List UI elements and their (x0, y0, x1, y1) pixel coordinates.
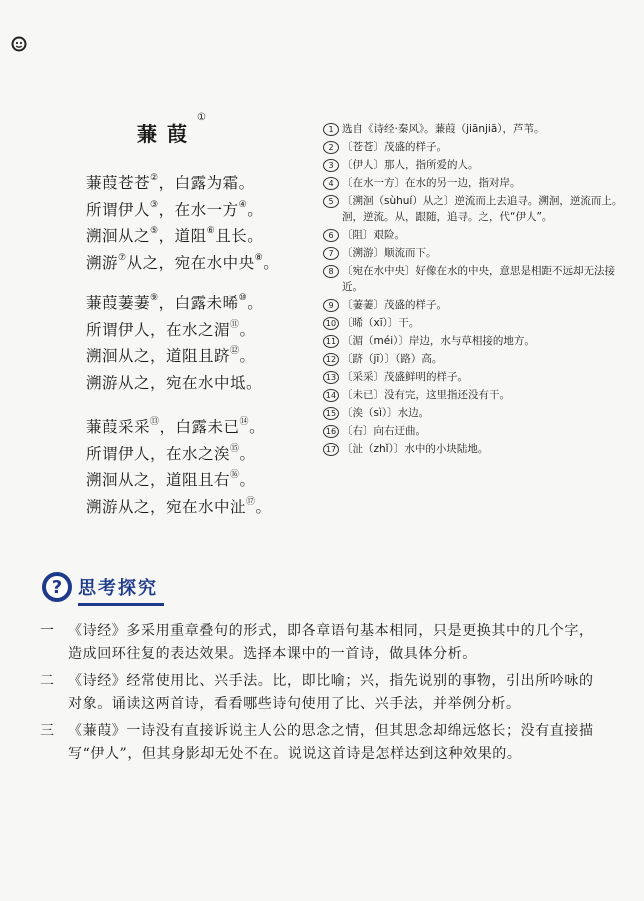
question-number: 三 (40, 723, 54, 739)
annotation-text: 〔采采〕茂盛鲜明的样子。 (342, 371, 468, 383)
annotation-text: 〔溯洄（sùhuí）从之〕逆流而上去追寻。溯洄，逆流而上。洄，逆流。从，跟随，追寻。之，代“伊人”。 (342, 195, 623, 223)
annotation-text: 〔苍苍〕茂盛的样子。 (342, 141, 447, 153)
annotation-item (323, 387, 635, 403)
question-icon: ? (42, 572, 72, 602)
annotation-item (323, 351, 635, 367)
question-text: 《蒹葭》一诗没有直接诉说主人公的思念之情，但其思念却绵远悠长；没有直接描写“伊人”，但其身影却无处不在。说说这首诗是怎样达到这种效果的。 (68, 723, 594, 762)
poem-line: 蒹葭采采⑬，白露未已⑭。 (86, 417, 266, 436)
annotation-item (323, 157, 635, 173)
annotation-number: 9 (323, 299, 339, 312)
annotation-item (323, 405, 635, 421)
annotation-number: 7 (323, 247, 339, 260)
poem-line: 所谓伊人，在水之涘⑮。 (86, 443, 256, 463)
annotation-item (323, 369, 635, 385)
stanza-3 (86, 414, 272, 520)
annotation-item (323, 315, 635, 331)
annotation-text: 〔湄（méi）〕岸边，水与草相接的地方。 (342, 335, 535, 347)
annotation-item (323, 263, 635, 295)
annotation-text: 〔右〕向右迂曲。 (342, 425, 426, 437)
poem-line: 溯游从之，宛在水中坻。 (86, 373, 263, 392)
annotation-number: 1 (323, 123, 339, 136)
poem-line: 溯游⑦从之，宛在水中央⑧。 (86, 252, 280, 272)
annotation-number: 10 (323, 317, 339, 330)
annotation-item (323, 245, 635, 261)
poem-line: 溯洄从之，道阻且跻⑫。 (86, 346, 256, 365)
poem-line: 所谓伊人，在水之湄⑪。 (86, 319, 256, 339)
annotation-number: 3 (323, 159, 339, 172)
annotation-text: 〔沚（zhǐ）〕水中的小块陆地。 (342, 443, 489, 455)
annotation-list (323, 121, 635, 459)
annotation-number: 4 (323, 177, 339, 190)
annotation-text: 〔涘（sì）〕水边。 (342, 407, 430, 419)
poem-title (137, 112, 206, 147)
annotation-item (323, 227, 635, 243)
annotation-number: 15 (323, 407, 339, 420)
annotation-text: 〔跻（jī）〕（路）高。 (342, 353, 443, 365)
annotation-text: 〔晞（xī）〕干。 (342, 317, 420, 329)
annotation-text: 〔未已〕没有完，这里指还没有干。 (342, 389, 510, 401)
annotation-text: 选自《诗经·秦风》。蒹葭（jiānjiā），芦苇。 (342, 123, 545, 135)
annotation-number: 6 (323, 229, 339, 242)
annotation-text: 〔萋萋〕茂盛的样子。 (342, 299, 447, 311)
poem-line: 溯洄从之⑤，道阻⑥且长。 (86, 226, 264, 245)
annotation-item (323, 121, 635, 137)
annotation-item (323, 175, 635, 191)
section-header (42, 572, 158, 602)
poem-line: 蒹葭苍苍②，白露为霜。 (86, 173, 255, 192)
poem-title-note: ① (197, 112, 206, 123)
annotation-text: 〔宛在水中央〕好像在水的中央，意思是相距不远却无法接近。 (342, 265, 615, 293)
smiley-icon (11, 36, 27, 52)
question-text: 《诗经》多采用重章叠句的形式，即各章语句基本相同，只是更换其中的几个字，造成回环往复的表达效果。选择本课中的一首诗，做具体分析。 (68, 623, 594, 662)
annotation-item (323, 139, 635, 155)
poem-line: 所谓伊人③，在水一方④。 (86, 199, 264, 219)
section-underline (78, 603, 164, 606)
section-title: 思考探究 (78, 578, 158, 599)
question-list (40, 620, 600, 770)
annotation-item (323, 423, 635, 439)
stanza-2 (86, 290, 263, 396)
annotation-number: 16 (323, 425, 339, 438)
question-text: 《诗经》经常使用比、兴手法。比，即比喻；兴，指先说别的事物，引出所吟咏的对象。诵读这两首诗，看看哪些诗句使用了比、兴手法，并举例分析。 (68, 673, 594, 712)
annotation-number: 14 (323, 389, 339, 402)
poem-line: 溯游从之，宛在水中沚⑰。 (86, 496, 272, 516)
annotation-number: 12 (323, 353, 339, 366)
annotation-text: 〔阻〕艰险。 (342, 229, 405, 241)
annotation-number: 13 (323, 371, 339, 384)
stanza-1 (86, 170, 279, 276)
annotation-item (323, 297, 635, 313)
annotation-text: 〔在水一方〕在水的另一边，指对岸。 (342, 177, 521, 189)
question-item (40, 620, 600, 666)
question-item (40, 670, 600, 716)
poem-line: 蒹葭萋萋⑨，白露未晞⑩。 (86, 293, 264, 312)
question-number: 二 (40, 673, 54, 689)
annotation-text: 〔溯游〕顺流而下。 (342, 247, 437, 259)
annotation-number: 8 (323, 265, 339, 278)
poem-line: 溯洄从之，道阻且右⑯。 (86, 470, 256, 489)
question-number: 一 (40, 623, 54, 639)
annotation-text: 〔伊人〕那人，指所爱的人。 (342, 159, 479, 171)
annotation-number: 11 (323, 335, 339, 348)
question-item (40, 720, 600, 766)
annotation-number: 2 (323, 141, 339, 154)
annotation-item (323, 193, 635, 225)
annotation-item (323, 333, 635, 349)
annotation-number: 5 (323, 195, 339, 208)
annotation-number: 17 (323, 443, 339, 456)
annotation-item (323, 441, 635, 457)
poem-title-text: 蒹葭 (137, 122, 197, 146)
